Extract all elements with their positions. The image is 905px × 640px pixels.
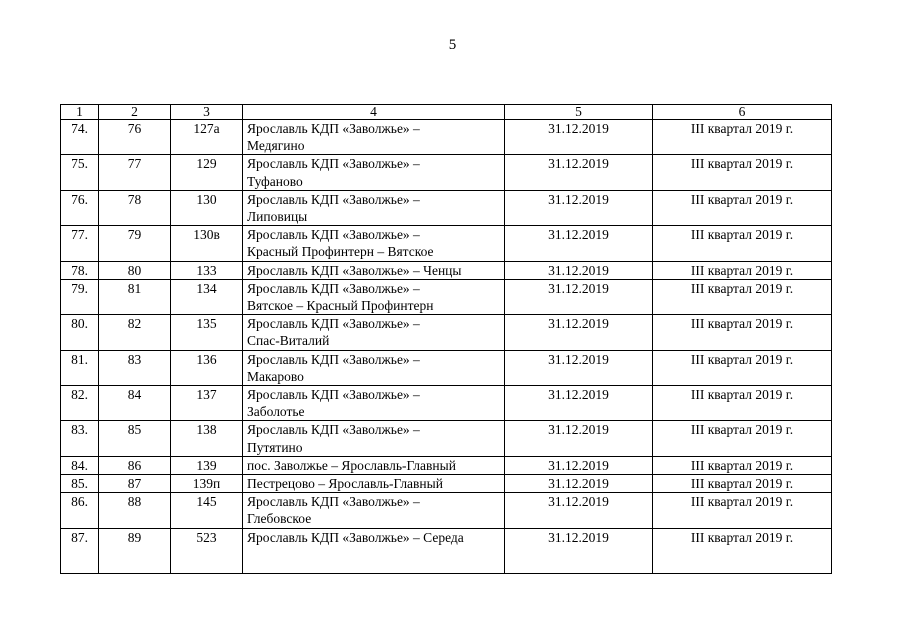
registry-number-cell: 76	[99, 120, 171, 155]
table-row	[61, 528, 832, 573]
route-name-line: Ярославль КДП «Заволжье» – Середа	[247, 529, 464, 545]
term-cell: III квартал 2019 г.	[653, 528, 832, 573]
route-number-cell: 138	[171, 421, 243, 456]
route-name-line: Ярославль КДП «Заволжье» –	[247, 191, 420, 207]
row-number-cell: 85.	[61, 475, 99, 493]
column-header: 5	[505, 105, 653, 120]
route-name-line: Заболотье	[247, 404, 305, 420]
table-row	[61, 155, 832, 190]
table-row	[61, 226, 832, 261]
route-number-cell: 139п	[171, 475, 243, 493]
row-number-cell: 81.	[61, 350, 99, 385]
route-name-line: Ярославль КДП «Заволжье» –	[247, 280, 420, 296]
table-row	[61, 386, 832, 421]
term-cell: III квартал 2019 г.	[653, 155, 832, 190]
column-header: 4	[243, 105, 505, 120]
route-number-cell: 133	[171, 261, 243, 279]
column-header: 3	[171, 105, 243, 120]
date-cell: 31.12.2019	[505, 261, 653, 279]
registry-number-cell: 81	[99, 279, 171, 314]
route-name-cell	[243, 475, 505, 493]
term-cell: III квартал 2019 г.	[653, 226, 832, 261]
date-cell: 31.12.2019	[505, 279, 653, 314]
row-number-cell: 82.	[61, 386, 99, 421]
route-name-cell	[243, 528, 505, 573]
route-name-cell	[243, 261, 505, 279]
route-name-line: Глебовское	[247, 511, 312, 527]
row-number-cell: 84.	[61, 456, 99, 474]
route-name-line: Ярославль КДП «Заволжье» – Ченцы	[247, 262, 462, 278]
route-name-cell	[243, 350, 505, 385]
route-name-line: Красный Профинтерн – Вятское	[247, 244, 434, 260]
route-name-line: Ярославль КДП «Заволжье» –	[247, 351, 420, 367]
registry-number-cell: 77	[99, 155, 171, 190]
date-cell: 31.12.2019	[505, 226, 653, 261]
route-number-cell: 134	[171, 279, 243, 314]
date-cell: 31.12.2019	[505, 315, 653, 350]
table-row	[61, 279, 832, 314]
route-name-line: Ярославль КДП «Заволжье» –	[247, 387, 420, 403]
route-name-cell	[243, 190, 505, 225]
term-cell: III квартал 2019 г.	[653, 279, 832, 314]
term-cell: III квартал 2019 г.	[653, 456, 832, 474]
route-number-cell: 523	[171, 528, 243, 573]
route-number-cell: 130	[171, 190, 243, 225]
date-cell: 31.12.2019	[505, 155, 653, 190]
column-header: 6	[653, 105, 832, 120]
route-name-line: Ярославль КДП «Заволжье» –	[247, 316, 420, 332]
route-name-cell	[243, 386, 505, 421]
route-name-cell	[243, 155, 505, 190]
row-number-cell: 75.	[61, 155, 99, 190]
page-number: 5	[448, 37, 457, 53]
routes-table	[60, 104, 832, 574]
date-cell: 31.12.2019	[505, 350, 653, 385]
route-name-cell	[243, 421, 505, 456]
column-header: 2	[99, 105, 171, 120]
route-name-line: Пестрецово – Ярославль-Главный	[247, 476, 443, 492]
term-cell: III квартал 2019 г.	[653, 493, 832, 528]
route-number-cell: 139	[171, 456, 243, 474]
route-name-line: Ярославль КДП «Заволжье» –	[247, 494, 420, 510]
registry-number-cell: 79	[99, 226, 171, 261]
table-header-row	[61, 105, 832, 120]
route-number-cell: 129	[171, 155, 243, 190]
registry-number-cell: 80	[99, 261, 171, 279]
term-cell: III квартал 2019 г.	[653, 190, 832, 225]
registry-number-cell: 85	[99, 421, 171, 456]
registry-number-cell: 82	[99, 315, 171, 350]
row-number-cell: 80.	[61, 315, 99, 350]
term-cell: III квартал 2019 г.	[653, 261, 832, 279]
table-row	[61, 475, 832, 493]
row-number-cell: 74.	[61, 120, 99, 155]
route-name-line: Макарово	[247, 368, 304, 384]
term-cell: III квартал 2019 г.	[653, 421, 832, 456]
registry-number-cell: 87	[99, 475, 171, 493]
table-row	[61, 493, 832, 528]
registry-number-cell: 78	[99, 190, 171, 225]
route-name-line: Ярославль КДП «Заволжье» –	[247, 227, 420, 243]
row-number-cell: 77.	[61, 226, 99, 261]
date-cell: 31.12.2019	[505, 120, 653, 155]
route-number-cell: 137	[171, 386, 243, 421]
term-cell: III квартал 2019 г.	[653, 350, 832, 385]
row-number-cell: 76.	[61, 190, 99, 225]
term-cell: III квартал 2019 г.	[653, 120, 832, 155]
registry-number-cell: 89	[99, 528, 171, 573]
term-cell: III квартал 2019 г.	[653, 315, 832, 350]
table-row	[61, 261, 832, 279]
route-number-cell: 145	[171, 493, 243, 528]
table-row	[61, 120, 832, 155]
route-name-cell	[243, 456, 505, 474]
route-number-cell: 136	[171, 350, 243, 385]
route-name-line: Вятское – Красный Профинтерн	[247, 298, 434, 314]
route-name-line: Медягино	[247, 138, 305, 154]
route-name-line: пос. Заволжье – Ярославль-Главный	[247, 457, 456, 473]
row-number-cell: 78.	[61, 261, 99, 279]
route-number-cell: 127а	[171, 120, 243, 155]
route-name-cell	[243, 279, 505, 314]
route-name-line: Ярославль КДП «Заволжье» –	[247, 422, 420, 438]
date-cell: 31.12.2019	[505, 528, 653, 573]
column-header: 1	[61, 105, 99, 120]
route-number-cell: 130в	[171, 226, 243, 261]
date-cell: 31.12.2019	[505, 421, 653, 456]
registry-number-cell: 83	[99, 350, 171, 385]
row-number-cell: 83.	[61, 421, 99, 456]
route-name-line: Ярославль КДП «Заволжье» –	[247, 121, 420, 136]
row-number-cell: 87.	[61, 528, 99, 573]
registry-number-cell: 88	[99, 493, 171, 528]
date-cell: 31.12.2019	[505, 456, 653, 474]
route-name-line: Ярославль КДП «Заволжье» –	[247, 156, 420, 172]
row-number-cell: 79.	[61, 279, 99, 314]
table-row	[61, 456, 832, 474]
route-name-line: Спас-Виталий	[247, 333, 330, 349]
table-row	[61, 421, 832, 456]
route-name-cell	[243, 493, 505, 528]
route-name-line: Путятино	[247, 439, 303, 455]
term-cell: III квартал 2019 г.	[653, 475, 832, 493]
route-name-cell	[243, 315, 505, 350]
route-name-cell	[243, 226, 505, 261]
route-number-cell: 135	[171, 315, 243, 350]
route-name-line: Туфаново	[247, 173, 303, 189]
registry-number-cell: 84	[99, 386, 171, 421]
route-name-cell	[243, 120, 505, 155]
route-name-line: Липовицы	[247, 209, 308, 225]
row-number-cell: 86.	[61, 493, 99, 528]
table-row	[61, 190, 832, 225]
date-cell: 31.12.2019	[505, 190, 653, 225]
registry-number-cell: 86	[99, 456, 171, 474]
date-cell: 31.12.2019	[505, 493, 653, 528]
table-row	[61, 315, 832, 350]
term-cell: III квартал 2019 г.	[653, 386, 832, 421]
table-row	[61, 350, 832, 385]
date-cell: 31.12.2019	[505, 386, 653, 421]
date-cell: 31.12.2019	[505, 475, 653, 493]
